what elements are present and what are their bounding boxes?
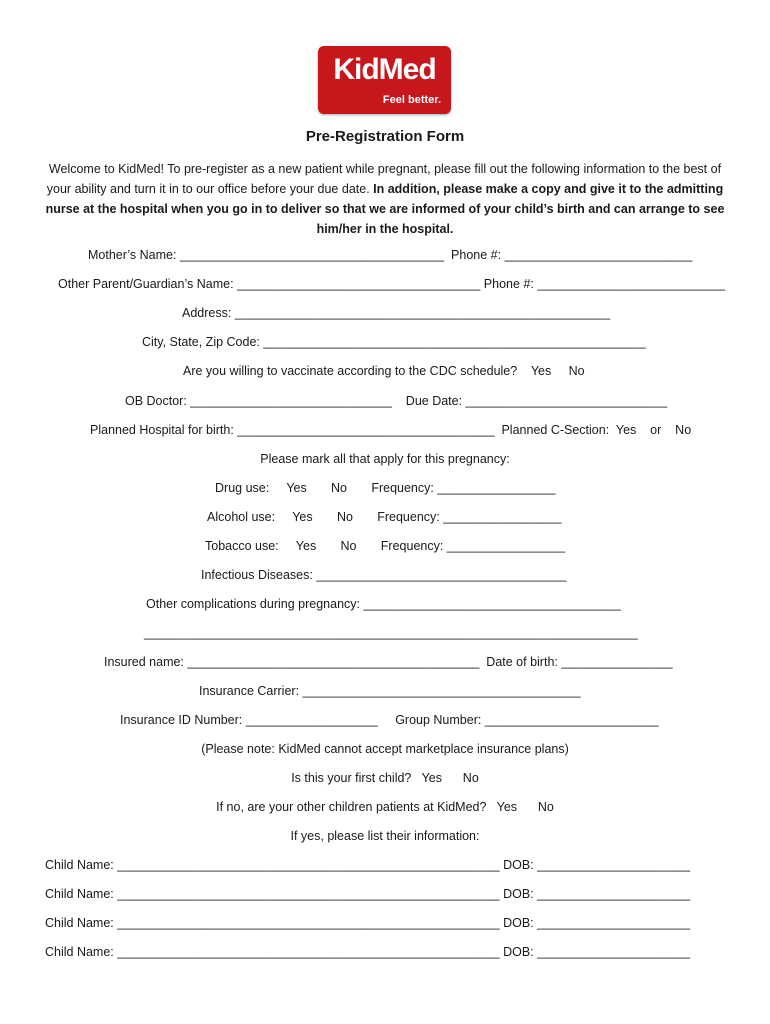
logo-brand: KidMed (333, 53, 436, 86)
intro-bold-text: In addition, please make a copy and give it to the admitting nurse at the hospital when you go in to deliver so that we are informed of your child’s birth and can arrange to see him/her in the hospital. (45, 182, 725, 236)
child-name-line[interactable]: Child Name: _______________________________________________________ DOB: ______________________ (45, 945, 691, 959)
first-child-question[interactable]: Is this your first child? Yes No (291, 771, 479, 785)
other-children-question[interactable]: If no, are your other children patients at KidMed? Yes No (216, 800, 554, 814)
insurance-note: (Please note: KidMed cannot accept marketplace insurance plans) (201, 742, 569, 756)
infectious-diseases-line[interactable]: Infectious Diseases: ____________________________________ (201, 568, 567, 582)
vaccinate-question[interactable]: Are you willing to vaccinate according to the CDC schedule? Yes No (183, 364, 585, 378)
alcohol-use-line[interactable]: Alcohol use: Yes No Frequency: _________________ (207, 510, 562, 524)
city-line[interactable]: City, State, Zip Code: _______________________________________________________ (142, 335, 646, 349)
insurance-carrier-line[interactable]: Insurance Carrier: ________________________________________ (199, 684, 581, 698)
intro-text: Welcome to KidMed! To pre-register as a new patient while pregnant, please fill out the following information to the best of your ability and turn it in to our office before your due date. (46, 162, 722, 196)
tobacco-use-line[interactable]: Tobacco use: Yes No Frequency: _________________ (205, 539, 565, 553)
drug-use-line[interactable]: Drug use: Yes No Frequency: _________________ (215, 481, 556, 495)
complications-line[interactable]: Other complications during pregnancy: _____________________________________ (146, 597, 621, 611)
child-name-line[interactable]: Child Name: _______________________________________________________ DOB: ______________________ (45, 858, 691, 872)
kidmed-logo (318, 46, 451, 114)
child-name-line[interactable]: Child Name: _______________________________________________________ DOB: ______________________ (45, 887, 691, 901)
if-yes-label: If yes, please list their information: (290, 829, 480, 843)
insurance-id-line[interactable]: Insurance ID Number: ___________________ Group Number: _________________________ (120, 713, 659, 727)
ob-doctor-line[interactable]: OB Doctor: _____________________________ Due Date: _____________________________ (125, 394, 668, 408)
other-parent-line[interactable]: Other Parent/Guardian’s Name: ___________________________________ Phone #: ___________________________ (58, 277, 726, 291)
complications-blank-line[interactable]: _______________________________________________________________________ (144, 626, 638, 640)
form-title: Pre-Registration Form (305, 128, 465, 145)
insured-name-line[interactable]: Insured name: __________________________________________ Date of birth: ________________ (104, 655, 673, 669)
please-mark-label: Please mark all that apply for this pregnancy: (260, 452, 510, 466)
mother-name-line[interactable]: Mother’s Name: ______________________________________ Phone #: ___________________________ (88, 248, 693, 262)
intro-paragraph (40, 159, 730, 239)
logo-tagline: Feel better. (382, 94, 441, 106)
address-line[interactable]: Address: ______________________________________________________ (182, 306, 611, 320)
child-name-line[interactable]: Child Name: _______________________________________________________ DOB: ______________________ (45, 916, 691, 930)
planned-hospital-line[interactable]: Planned Hospital for birth: _____________________________________ Planned C-Section: Yes or No (90, 423, 692, 437)
